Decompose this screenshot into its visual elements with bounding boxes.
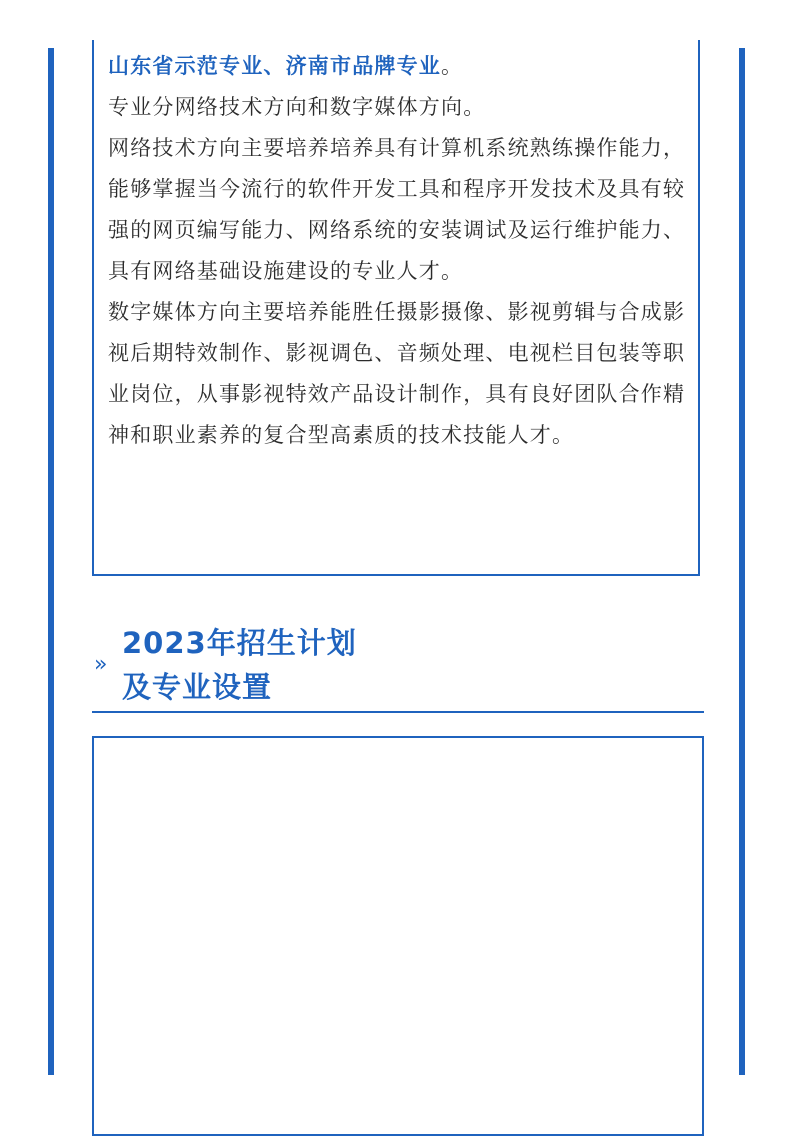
highlight-text: 山东省示范专业、济南市品牌专业 [108, 54, 441, 78]
right-border-bar [739, 48, 745, 1075]
enrollment-plan-box [92, 736, 704, 1136]
intro-text [108, 46, 688, 456]
highlight-suffix: 。 [441, 54, 464, 78]
section-divider [92, 711, 704, 713]
section-title [122, 621, 357, 709]
paragraph-network: 网络技术方向主要培养培养具有计算机系统熟练操作能力，能够掌握当今流行的软件开发工具和程序开发技术及具有较强的网页编写能力、网络系统的安装调试及运行维护能力、具有网络基础设施建设的专业人才。 [108, 136, 686, 283]
intro-highlight-line [108, 46, 688, 87]
section-title-line1: 2023年招生计划 [122, 626, 357, 660]
section-title-line2: 及专业设置 [122, 670, 273, 704]
double-chevron-icon: » [94, 652, 108, 677]
paragraph-directions: 专业分网络技术方向和数字媒体方向。 [108, 95, 486, 119]
left-border-bar [48, 48, 54, 1075]
paragraph-digital-media: 数字媒体方向主要培养能胜任摄影摄像、影视剪辑与合成影视后期特效制作、影视调色、音频处理、电视栏目包装等职业岗位，从事影视特效产品设计制作，具有良好团队合作精神和职业素养的复合型高素质的技术技能人才。 [108, 300, 686, 447]
